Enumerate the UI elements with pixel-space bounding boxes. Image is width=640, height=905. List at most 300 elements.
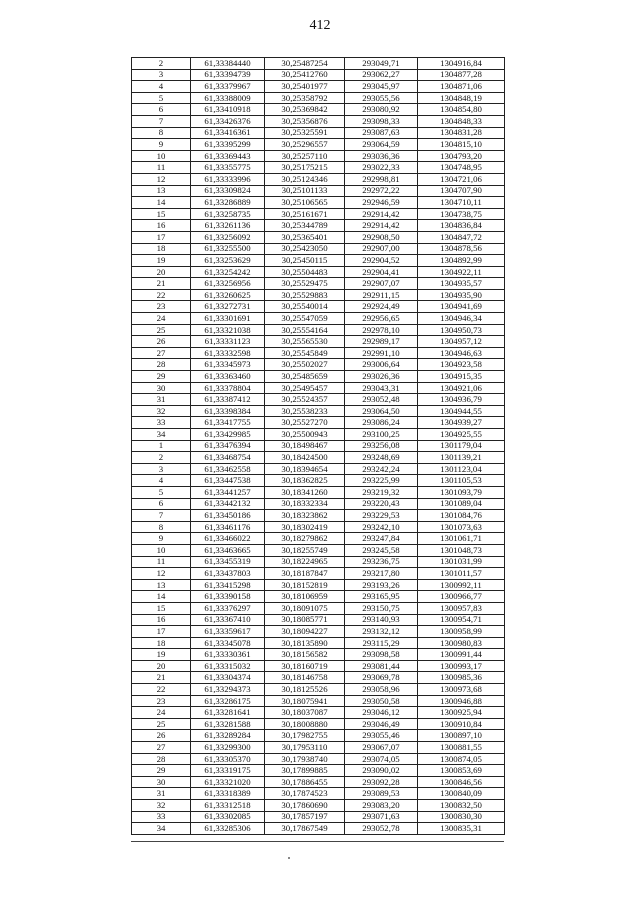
longitude-cell: 30,18279862	[265, 533, 345, 545]
longitude-cell: 30,18075941	[265, 695, 345, 707]
x-coordinate-cell: 293225,99	[345, 475, 418, 487]
point-number-cell: 4	[132, 81, 191, 93]
point-number-cell: 2	[132, 452, 191, 464]
y-coordinate-cell: 1300853,69	[418, 765, 505, 777]
x-coordinate-cell: 292991,10	[345, 347, 418, 359]
longitude-cell: 30,18008880	[265, 718, 345, 730]
point-number-cell: 9	[132, 139, 191, 151]
x-coordinate-cell: 293058,96	[345, 684, 418, 696]
y-coordinate-cell: 1301139,21	[418, 452, 505, 464]
latitude-cell: 61,33394739	[191, 69, 265, 81]
longitude-cell: 30,17867549	[265, 823, 345, 835]
x-coordinate-cell: 293089,53	[345, 788, 418, 800]
longitude-cell: 30,25412760	[265, 69, 345, 81]
x-coordinate-cell: 292907,00	[345, 243, 418, 255]
longitude-cell: 30,17860690	[265, 800, 345, 812]
table-row	[132, 382, 505, 394]
table-row	[132, 521, 505, 533]
point-number-cell: 20	[132, 266, 191, 278]
latitude-cell: 61,33255500	[191, 243, 265, 255]
x-coordinate-cell: 292911,15	[345, 289, 418, 301]
latitude-cell: 61,33426376	[191, 115, 265, 127]
y-coordinate-cell: 1300954,71	[418, 614, 505, 626]
table-row	[132, 139, 505, 151]
latitude-cell: 61,33272731	[191, 301, 265, 313]
x-coordinate-cell: 293165,95	[345, 591, 418, 603]
latitude-cell: 61,33441257	[191, 486, 265, 498]
latitude-cell: 61,33367410	[191, 614, 265, 626]
point-number-cell: 5	[132, 92, 191, 104]
point-number-cell: 16	[132, 614, 191, 626]
longitude-cell: 30,25545849	[265, 347, 345, 359]
y-coordinate-cell: 1304950,73	[418, 324, 505, 336]
latitude-cell: 61,33461176	[191, 521, 265, 533]
latitude-cell: 61,33429985	[191, 429, 265, 441]
x-coordinate-cell: 293081,44	[345, 660, 418, 672]
point-number-cell: 30	[132, 776, 191, 788]
latitude-cell: 61,33309824	[191, 185, 265, 197]
coordinates-table-body	[132, 58, 505, 835]
longitude-cell: 30,25565530	[265, 336, 345, 348]
table-row	[132, 475, 505, 487]
point-number-cell: 15	[132, 602, 191, 614]
y-coordinate-cell: 1300973,68	[418, 684, 505, 696]
y-coordinate-cell: 1300835,31	[418, 823, 505, 835]
x-coordinate-cell: 293036,36	[345, 150, 418, 162]
table-row	[132, 197, 505, 209]
table-row	[132, 510, 505, 522]
x-coordinate-cell: 293132,12	[345, 626, 418, 638]
y-coordinate-cell: 1304923,58	[418, 359, 505, 371]
table-row	[132, 301, 505, 313]
longitude-cell: 30,18187847	[265, 568, 345, 580]
table-row	[132, 266, 505, 278]
latitude-cell: 61,33289284	[191, 730, 265, 742]
y-coordinate-cell: 1300980,83	[418, 637, 505, 649]
y-coordinate-cell: 1300993,17	[418, 660, 505, 672]
x-coordinate-cell: 293219,32	[345, 486, 418, 498]
latitude-cell: 61,33304374	[191, 672, 265, 684]
y-coordinate-cell: 1304925,55	[418, 429, 505, 441]
point-number-cell: 16	[132, 220, 191, 232]
x-coordinate-cell: 293098,33	[345, 115, 418, 127]
x-coordinate-cell: 293140,93	[345, 614, 418, 626]
table-row	[132, 127, 505, 139]
table-row	[132, 243, 505, 255]
longitude-cell: 30,18152819	[265, 579, 345, 591]
table-row	[132, 150, 505, 162]
x-coordinate-cell: 293055,56	[345, 92, 418, 104]
table-row	[132, 533, 505, 545]
x-coordinate-cell: 293080,92	[345, 104, 418, 116]
latitude-cell: 61,33378804	[191, 382, 265, 394]
x-coordinate-cell: 293083,20	[345, 800, 418, 812]
point-number-cell: 19	[132, 255, 191, 267]
y-coordinate-cell: 1304922,11	[418, 266, 505, 278]
point-number-cell: 6	[132, 498, 191, 510]
point-number-cell: 11	[132, 162, 191, 174]
latitude-cell: 61,33260625	[191, 289, 265, 301]
table-row	[132, 544, 505, 556]
table-row	[132, 614, 505, 626]
longitude-cell: 30,25538233	[265, 405, 345, 417]
point-number-cell: 14	[132, 197, 191, 209]
longitude-cell: 30,18362825	[265, 475, 345, 487]
longitude-cell: 30,25296557	[265, 139, 345, 151]
longitude-cell: 30,25500943	[265, 429, 345, 441]
point-number-cell: 22	[132, 684, 191, 696]
table-row	[132, 347, 505, 359]
point-number-cell: 26	[132, 730, 191, 742]
latitude-cell: 61,33398384	[191, 405, 265, 417]
longitude-cell: 30,25257110	[265, 150, 345, 162]
latitude-cell: 61,33363460	[191, 371, 265, 383]
x-coordinate-cell: 293242,10	[345, 521, 418, 533]
longitude-cell: 30,25527270	[265, 417, 345, 429]
y-coordinate-cell: 1304738,75	[418, 208, 505, 220]
y-coordinate-cell: 1304892,99	[418, 255, 505, 267]
latitude-cell: 61,33455319	[191, 556, 265, 568]
x-coordinate-cell: 292914,42	[345, 220, 418, 232]
longitude-cell: 30,18091075	[265, 602, 345, 614]
table-row	[132, 695, 505, 707]
point-number-cell: 31	[132, 788, 191, 800]
table-bottom-rule	[131, 841, 504, 842]
table-row	[132, 394, 505, 406]
point-number-cell: 3	[132, 463, 191, 475]
latitude-cell: 61,33331123	[191, 336, 265, 348]
table-row	[132, 452, 505, 464]
latitude-cell: 61,33315032	[191, 660, 265, 672]
latitude-cell: 61,33302085	[191, 811, 265, 823]
point-number-cell: 25	[132, 324, 191, 336]
x-coordinate-cell: 293256,08	[345, 440, 418, 452]
longitude-cell: 30,17953110	[265, 742, 345, 754]
point-number-cell: 29	[132, 371, 191, 383]
point-number-cell: 23	[132, 301, 191, 313]
y-coordinate-cell: 1304871,06	[418, 81, 505, 93]
longitude-cell: 30,18323862	[265, 510, 345, 522]
point-number-cell: 21	[132, 672, 191, 684]
point-number-cell: 34	[132, 429, 191, 441]
x-coordinate-cell: 292904,41	[345, 266, 418, 278]
latitude-cell: 61,33318389	[191, 788, 265, 800]
x-coordinate-cell: 293006,64	[345, 359, 418, 371]
x-coordinate-cell: 293069,78	[345, 672, 418, 684]
y-coordinate-cell: 1301089,04	[418, 498, 505, 510]
table-row	[132, 359, 505, 371]
y-coordinate-cell: 1300946,88	[418, 695, 505, 707]
x-coordinate-cell: 293064,59	[345, 139, 418, 151]
table-row	[132, 730, 505, 742]
point-number-cell: 12	[132, 568, 191, 580]
table-row	[132, 684, 505, 696]
x-coordinate-cell: 293022,33	[345, 162, 418, 174]
table-row	[132, 324, 505, 336]
y-coordinate-cell: 1304831,28	[418, 127, 505, 139]
x-coordinate-cell: 293150,75	[345, 602, 418, 614]
y-coordinate-cell: 1301061,71	[418, 533, 505, 545]
longitude-cell: 30,25365401	[265, 231, 345, 243]
point-number-cell: 32	[132, 800, 191, 812]
table-row	[132, 336, 505, 348]
x-coordinate-cell: 293193,26	[345, 579, 418, 591]
y-coordinate-cell: 1301123,04	[418, 463, 505, 475]
longitude-cell: 30,25487254	[265, 58, 345, 70]
point-number-cell: 20	[132, 660, 191, 672]
x-coordinate-cell: 292972,22	[345, 185, 418, 197]
x-coordinate-cell: 293050,58	[345, 695, 418, 707]
point-number-cell: 26	[132, 336, 191, 348]
latitude-cell: 61,33447538	[191, 475, 265, 487]
latitude-cell: 61,33442132	[191, 498, 265, 510]
latitude-cell: 61,33345973	[191, 359, 265, 371]
latitude-cell: 61,33281641	[191, 707, 265, 719]
table-row	[132, 115, 505, 127]
latitude-cell: 61,33254242	[191, 266, 265, 278]
point-number-cell: 2	[132, 58, 191, 70]
longitude-cell: 30,18106959	[265, 591, 345, 603]
point-number-cell: 23	[132, 695, 191, 707]
y-coordinate-cell: 1301084,76	[418, 510, 505, 522]
longitude-cell: 30,17886455	[265, 776, 345, 788]
table-row	[132, 463, 505, 475]
longitude-cell: 30,18146758	[265, 672, 345, 684]
y-coordinate-cell: 1304710,11	[418, 197, 505, 209]
point-number-cell: 18	[132, 637, 191, 649]
table-row	[132, 707, 505, 719]
latitude-cell: 61,33369443	[191, 150, 265, 162]
x-coordinate-cell: 293087,63	[345, 127, 418, 139]
longitude-cell: 30,25325591	[265, 127, 345, 139]
latitude-cell: 61,33390158	[191, 591, 265, 603]
latitude-cell: 61,33294373	[191, 684, 265, 696]
longitude-cell: 30,25504483	[265, 266, 345, 278]
point-number-cell: 8	[132, 127, 191, 139]
longitude-cell: 30,18332334	[265, 498, 345, 510]
y-coordinate-cell: 1304946,34	[418, 313, 505, 325]
y-coordinate-cell: 1300881,55	[418, 742, 505, 754]
latitude-cell: 61,33253629	[191, 255, 265, 267]
table-row	[132, 649, 505, 661]
y-coordinate-cell: 1301105,53	[418, 475, 505, 487]
table-row	[132, 660, 505, 672]
point-number-cell: 33	[132, 811, 191, 823]
point-number-cell: 22	[132, 289, 191, 301]
point-number-cell: 9	[132, 533, 191, 545]
y-coordinate-cell: 1304946,63	[418, 347, 505, 359]
x-coordinate-cell: 293045,97	[345, 81, 418, 93]
x-coordinate-cell: 293046,49	[345, 718, 418, 730]
latitude-cell: 61,33387412	[191, 394, 265, 406]
y-coordinate-cell: 1300897,10	[418, 730, 505, 742]
longitude-cell: 30,25529883	[265, 289, 345, 301]
x-coordinate-cell: 293043,31	[345, 382, 418, 394]
latitude-cell: 61,33299300	[191, 742, 265, 754]
x-coordinate-cell: 293229,53	[345, 510, 418, 522]
x-coordinate-cell: 293086,24	[345, 417, 418, 429]
latitude-cell: 61,33376297	[191, 602, 265, 614]
x-coordinate-cell: 292956,65	[345, 313, 418, 325]
table-row	[132, 289, 505, 301]
point-number-cell: 11	[132, 556, 191, 568]
latitude-cell: 61,33450186	[191, 510, 265, 522]
x-coordinate-cell: 293098,58	[345, 649, 418, 661]
latitude-cell: 61,33466022	[191, 533, 265, 545]
y-coordinate-cell: 1301011,57	[418, 568, 505, 580]
y-coordinate-cell: 1300830,30	[418, 811, 505, 823]
latitude-cell: 61,33417755	[191, 417, 265, 429]
longitude-cell: 30,18135890	[265, 637, 345, 649]
point-number-cell: 18	[132, 243, 191, 255]
x-coordinate-cell: 293220,43	[345, 498, 418, 510]
point-number-cell: 28	[132, 359, 191, 371]
latitude-cell: 61,33261136	[191, 220, 265, 232]
longitude-cell: 30,25502027	[265, 359, 345, 371]
point-number-cell: 1	[132, 440, 191, 452]
longitude-cell: 30,18224965	[265, 556, 345, 568]
latitude-cell: 61,33468754	[191, 452, 265, 464]
longitude-cell: 30,17938740	[265, 753, 345, 765]
point-number-cell: 3	[132, 69, 191, 81]
longitude-cell: 30,25106565	[265, 197, 345, 209]
x-coordinate-cell: 293052,48	[345, 394, 418, 406]
longitude-cell: 30,25540014	[265, 301, 345, 313]
table-row	[132, 776, 505, 788]
longitude-cell: 30,18424500	[265, 452, 345, 464]
longitude-cell: 30,25423050	[265, 243, 345, 255]
point-number-cell: 34	[132, 823, 191, 835]
table-row	[132, 626, 505, 638]
table-row	[132, 788, 505, 800]
point-number-cell: 24	[132, 707, 191, 719]
table-row	[132, 498, 505, 510]
longitude-cell: 30,25124346	[265, 173, 345, 185]
latitude-cell: 61,33359617	[191, 626, 265, 638]
point-number-cell: 29	[132, 765, 191, 777]
x-coordinate-cell: 293026,36	[345, 371, 418, 383]
y-coordinate-cell: 1300966,77	[418, 591, 505, 603]
table-row	[132, 231, 505, 243]
x-coordinate-cell: 293115,29	[345, 637, 418, 649]
latitude-cell: 61,33256956	[191, 278, 265, 290]
page-number: 412	[309, 18, 331, 33]
x-coordinate-cell: 293100,25	[345, 429, 418, 441]
latitude-cell: 61,33285306	[191, 823, 265, 835]
table-row	[132, 753, 505, 765]
latitude-cell: 61,33286175	[191, 695, 265, 707]
latitude-cell: 61,33462558	[191, 463, 265, 475]
y-coordinate-cell: 1300958,99	[418, 626, 505, 638]
point-number-cell: 15	[132, 208, 191, 220]
latitude-cell: 61,33355775	[191, 162, 265, 174]
longitude-cell: 30,18156582	[265, 649, 345, 661]
longitude-cell: 30,18037087	[265, 707, 345, 719]
y-coordinate-cell: 1304939,27	[418, 417, 505, 429]
longitude-cell: 30,18341260	[265, 486, 345, 498]
longitude-cell: 30,18394654	[265, 463, 345, 475]
y-coordinate-cell: 1304815,10	[418, 139, 505, 151]
y-coordinate-cell: 1304935,90	[418, 289, 505, 301]
latitude-cell: 61,33312518	[191, 800, 265, 812]
x-coordinate-cell: 293055,46	[345, 730, 418, 742]
y-coordinate-cell: 1304877,28	[418, 69, 505, 81]
table-row	[132, 92, 505, 104]
point-number-cell: 10	[132, 150, 191, 162]
coordinates-table	[131, 57, 505, 835]
longitude-cell: 30,17857197	[265, 811, 345, 823]
latitude-cell: 61,33463665	[191, 544, 265, 556]
table-row	[132, 579, 505, 591]
table-row	[132, 162, 505, 174]
x-coordinate-cell: 293248,69	[345, 452, 418, 464]
latitude-cell: 61,33388009	[191, 92, 265, 104]
longitude-cell: 30,17874523	[265, 788, 345, 800]
y-coordinate-cell: 1301048,73	[418, 544, 505, 556]
x-coordinate-cell: 293242,24	[345, 463, 418, 475]
point-number-cell: 27	[132, 742, 191, 754]
table-row	[132, 313, 505, 325]
point-number-cell: 7	[132, 510, 191, 522]
longitude-cell: 30,25369842	[265, 104, 345, 116]
point-number-cell: 32	[132, 405, 191, 417]
point-number-cell: 13	[132, 185, 191, 197]
table-row	[132, 591, 505, 603]
y-coordinate-cell: 1304941,69	[418, 301, 505, 313]
x-coordinate-cell: 293074,05	[345, 753, 418, 765]
y-coordinate-cell: 1300991,44	[418, 649, 505, 661]
point-number-cell: 10	[132, 544, 191, 556]
longitude-cell: 30,25450115	[265, 255, 345, 267]
latitude-cell: 61,33332598	[191, 347, 265, 359]
scan-speck	[288, 857, 290, 859]
y-coordinate-cell: 1304921,06	[418, 382, 505, 394]
x-coordinate-cell: 293092,28	[345, 776, 418, 788]
point-number-cell: 30	[132, 382, 191, 394]
longitude-cell: 30,17982755	[265, 730, 345, 742]
point-number-cell: 17	[132, 626, 191, 638]
point-number-cell: 14	[132, 591, 191, 603]
y-coordinate-cell: 1304847,72	[418, 231, 505, 243]
longitude-cell: 30,25485659	[265, 371, 345, 383]
point-number-cell: 27	[132, 347, 191, 359]
y-coordinate-cell: 1301179,04	[418, 440, 505, 452]
x-coordinate-cell: 293090,02	[345, 765, 418, 777]
table-row	[132, 765, 505, 777]
point-number-cell: 13	[132, 579, 191, 591]
x-coordinate-cell: 292924,49	[345, 301, 418, 313]
y-coordinate-cell: 1301031,99	[418, 556, 505, 568]
latitude-cell: 61,33384440	[191, 58, 265, 70]
longitude-cell: 30,25356876	[265, 115, 345, 127]
x-coordinate-cell: 293245,58	[345, 544, 418, 556]
longitude-cell: 30,25401977	[265, 81, 345, 93]
table-row	[132, 486, 505, 498]
table-row	[132, 672, 505, 684]
table-row	[132, 185, 505, 197]
table-row	[132, 556, 505, 568]
table-row	[132, 208, 505, 220]
y-coordinate-cell: 1304936,79	[418, 394, 505, 406]
x-coordinate-cell: 292989,17	[345, 336, 418, 348]
longitude-cell: 30,18125526	[265, 684, 345, 696]
x-coordinate-cell: 293052,78	[345, 823, 418, 835]
latitude-cell: 61,33319175	[191, 765, 265, 777]
y-coordinate-cell: 1300846,56	[418, 776, 505, 788]
longitude-cell: 30,25524357	[265, 394, 345, 406]
point-number-cell: 17	[132, 231, 191, 243]
latitude-cell: 61,33437803	[191, 568, 265, 580]
